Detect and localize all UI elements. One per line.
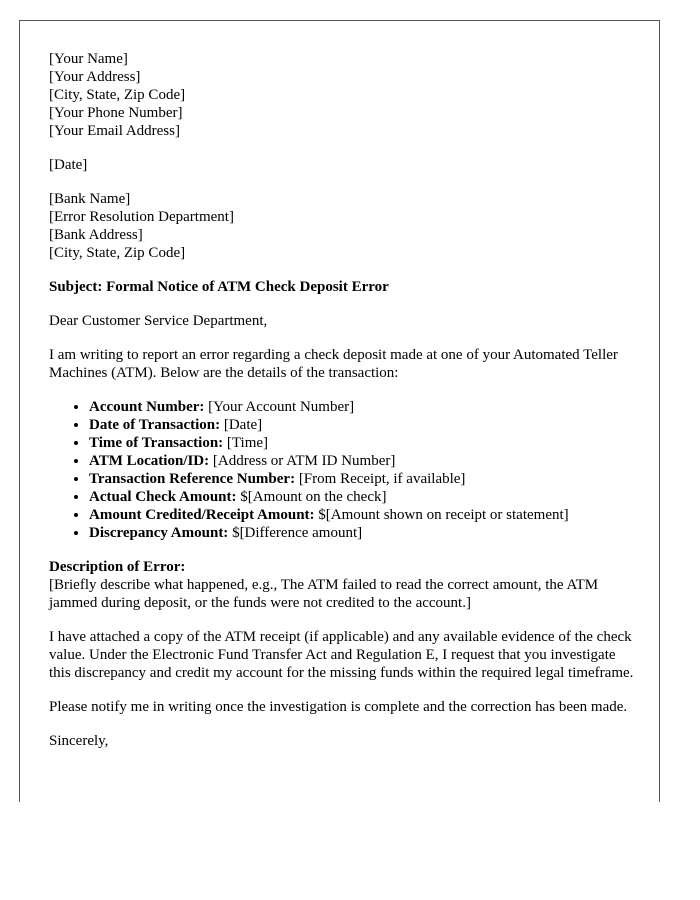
- transaction-details-list: [49, 398, 639, 542]
- recipient-city-state-zip: [City, State, Zip Code]: [49, 245, 186, 261]
- detail-value: [From Receipt, if available]: [295, 471, 466, 487]
- letter-subject: Subject: Formal Notice of ATM Check Deposit Error: [49, 279, 389, 295]
- detail-value: $[Amount on the check]: [236, 489, 387, 505]
- intro-paragraph: I am writing to report an error regarding a check deposit made at one of your Automated Teller Machines (ATM). Below are the details of the transaction:: [49, 347, 618, 381]
- sender-address: [Your Address]: [49, 69, 141, 85]
- detail-label: Time of Transaction:: [89, 435, 224, 451]
- detail-label: Transaction Reference Number:: [89, 471, 296, 487]
- description-section: [49, 558, 639, 612]
- letter-date: [Date]: [49, 157, 88, 173]
- salutation: Dear Customer Service Department,: [49, 313, 268, 329]
- sender-phone: [Your Phone Number]: [49, 105, 183, 121]
- detail-item-discrepancy-amount: [89, 524, 639, 542]
- letter-page: [19, 20, 660, 802]
- detail-label: Account Number:: [89, 399, 205, 415]
- detail-value: [Time]: [223, 435, 269, 451]
- detail-item-account-number: [89, 398, 639, 416]
- sender-city-state-zip: [City, State, Zip Code]: [49, 87, 186, 103]
- detail-value: [Date]: [220, 417, 263, 433]
- detail-value: [Your Account Number]: [204, 399, 355, 415]
- recipient-block: [49, 190, 639, 262]
- sender-block: [49, 50, 639, 140]
- description-heading: Description of Error:: [49, 559, 186, 575]
- description-text: [Briefly describe what happened, e.g., The ATM failed to read the correct amount, the ATM jammed during deposit, or the funds were not credited to the account.]: [49, 577, 599, 611]
- detail-item-reference-number: [89, 470, 639, 488]
- sender-email: [Your Email Address]: [49, 123, 180, 139]
- detail-label: Amount Credited/Receipt Amount:: [89, 507, 315, 523]
- detail-value: $[Amount shown on receipt or statement]: [314, 507, 569, 523]
- letter-content: [49, 50, 639, 766]
- signoff: Sincerely,: [49, 733, 109, 749]
- detail-value: $[Difference amount]: [228, 525, 363, 541]
- detail-item-atm-location: [89, 452, 639, 470]
- detail-item-credited-amount: [89, 506, 639, 524]
- detail-value: [Address or ATM ID Number]: [209, 453, 396, 469]
- detail-label: ATM Location/ID:: [89, 453, 210, 469]
- recipient-bank-address: [Bank Address]: [49, 227, 143, 243]
- recipient-department: [Error Resolution Department]: [49, 209, 234, 225]
- detail-item-actual-amount: [89, 488, 639, 506]
- detail-label: Actual Check Amount:: [89, 489, 237, 505]
- detail-label: Date of Transaction:: [89, 417, 221, 433]
- detail-label: Discrepancy Amount:: [89, 525, 229, 541]
- detail-item-date: [89, 416, 639, 434]
- body-paragraph: I have attached a copy of the ATM receipt (if applicable) and any available evidence of the check value. Under the Electronic Fund Transfer Act and Regulation E, I request that you investigate this discrepancy and credit my account for the missing funds within the required legal timeframe.: [49, 629, 634, 681]
- recipient-bank-name: [Bank Name]: [49, 191, 131, 207]
- closing-request-paragraph: Please notify me in writing once the investigation is complete and the correction has been made.: [49, 699, 628, 715]
- sender-name: [Your Name]: [49, 51, 128, 67]
- detail-item-time: [89, 434, 639, 452]
